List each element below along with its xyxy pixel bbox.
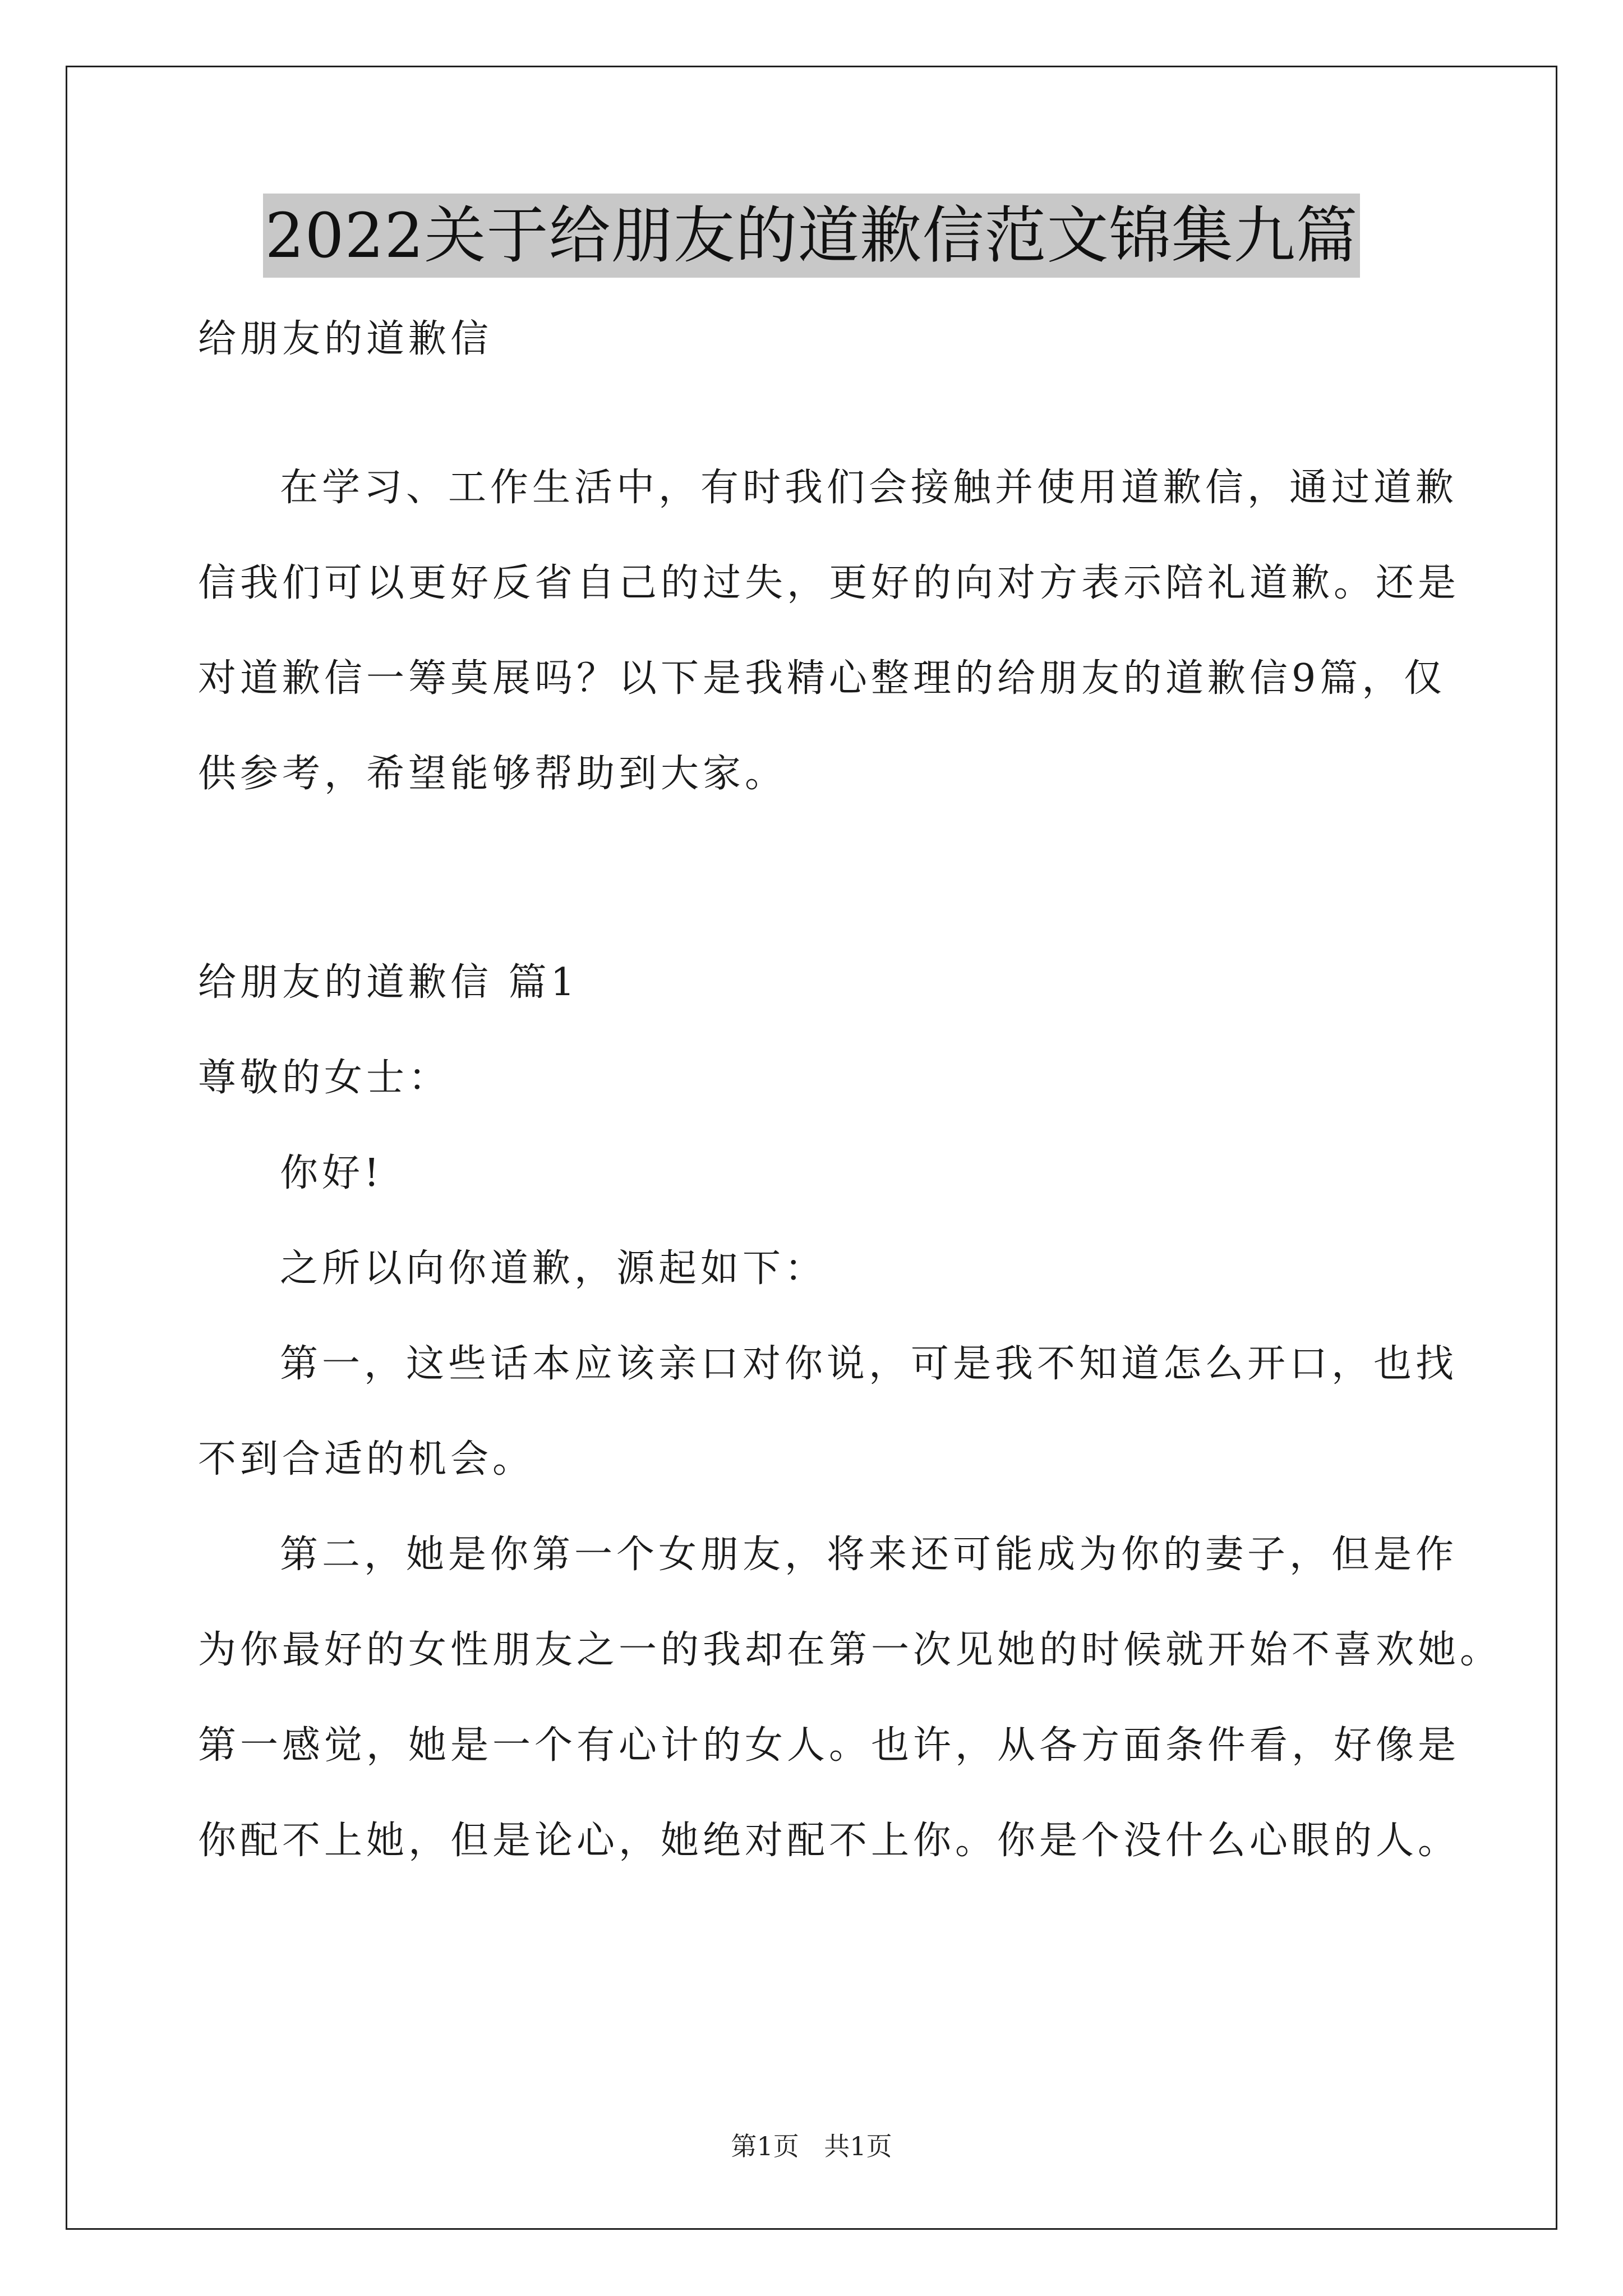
paragraph-line: 对道歉信一筹莫展吗？以下是我精心整理的给朋友的道歉信9篇，仅 bbox=[198, 656, 1446, 701]
paragraph-line: 第一感觉，她是一个有心计的女人。也许，从各方面条件看，好像是 bbox=[198, 1723, 1460, 1768]
paragraph-line: 之所以向你道歉，源起如下： bbox=[280, 1246, 827, 1291]
section-heading: 给朋友的道歉信 篇1 bbox=[198, 960, 579, 1005]
salutation: 尊敬的女士： bbox=[198, 1056, 451, 1100]
paragraph-line: 不到合适的机会。 bbox=[198, 1437, 535, 1481]
page-footer: 第1页 共1页 bbox=[731, 2131, 892, 2161]
paragraph-line: 第一，这些话本应该亲口对你说，可是我不知道怎么开口，也找 bbox=[280, 1342, 1458, 1386]
paragraph-line: 在学习、工作生活中，有时我们会接触并使用道歉信，通过道歉 bbox=[280, 466, 1458, 510]
section-heading: 给朋友的道歉信 bbox=[198, 317, 493, 361]
paragraph-line: 供参考，希望能够帮助到大家。 bbox=[198, 752, 787, 796]
paragraph-line: 你好! bbox=[280, 1151, 384, 1195]
page-border bbox=[66, 66, 1557, 2230]
paragraph-line: 第二，她是你第一个女朋友，将来还可能成为你的妻子，但是作 bbox=[280, 1533, 1458, 1577]
paragraph-line: 你配不上她，但是论心，她绝对配不上你。你是个没什么心眼的人。 bbox=[198, 1819, 1460, 1863]
paragraph-line: 信我们可以更好反省自己的过失，更好的向对方表示陪礼道歉。还是 bbox=[198, 561, 1460, 605]
paragraph-line: 为你最好的女性朋友之一的我却在第一次见她的时候就开始不喜欢她。 bbox=[198, 1628, 1502, 1672]
title-container bbox=[0, 194, 1623, 278]
document-title: 2022关于给朋友的道歉信范文锦集九篇 bbox=[263, 194, 1361, 278]
